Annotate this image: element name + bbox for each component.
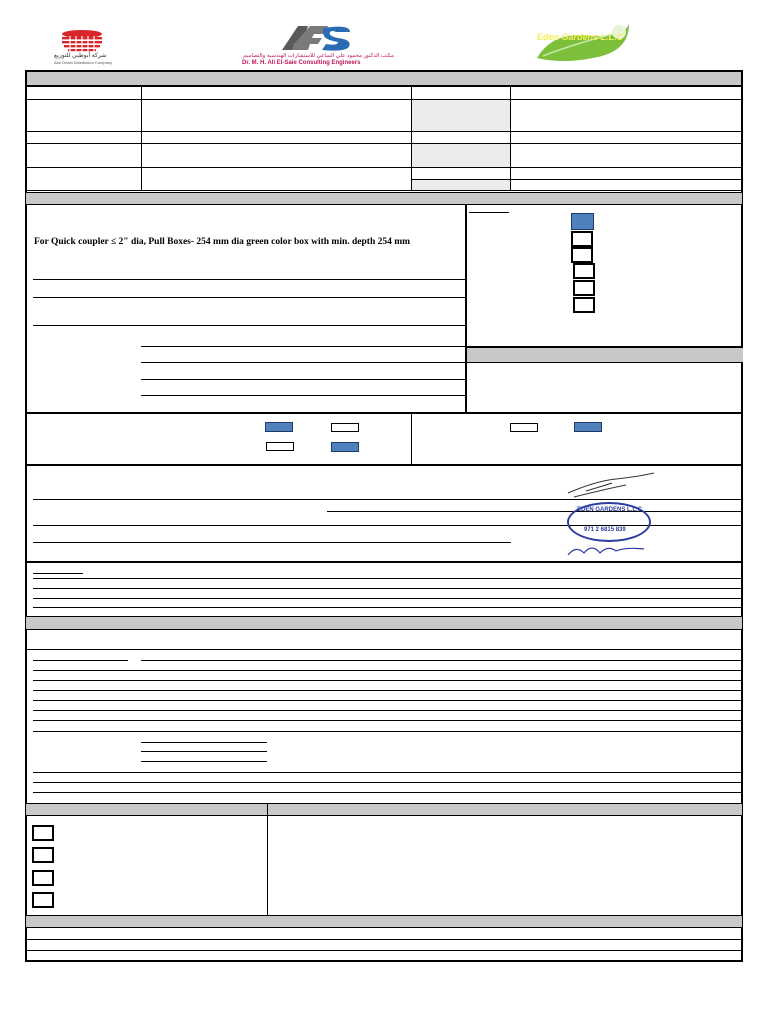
decision-checkbox[interactable]: [32, 847, 54, 863]
option-checkbox[interactable]: [571, 247, 593, 263]
stamp-company-name: EDEN GARDENS L.L.C: [577, 507, 643, 513]
info-label-cell: [412, 180, 510, 190]
signature-icon: [566, 541, 646, 559]
decision-checkbox[interactable]: [32, 892, 54, 908]
aes-logo: [236, 24, 401, 68]
adc-logo: [50, 26, 114, 66]
eden-gardens-name: Eden Gardens L.L.C: [537, 32, 624, 42]
signature-icon: [566, 471, 658, 499]
compliance-checkbox[interactable]: [265, 422, 293, 432]
decision-checkbox[interactable]: [32, 825, 54, 841]
option-checkbox[interactable]: [573, 280, 595, 296]
compliance-checkbox[interactable]: [574, 422, 602, 432]
section-header-bar: [25, 616, 743, 630]
compliance-checkbox[interactable]: [510, 423, 538, 432]
adc-english-name: Abu Dhabi Distribution Company: [54, 60, 113, 65]
compliance-checkbox[interactable]: [331, 423, 359, 432]
section-header-bar: [25, 915, 743, 928]
stamp-phone: 971 2 6815 839: [584, 527, 626, 533]
adc-emblem-icon: [50, 26, 114, 54]
spec-note: For Quick coupler ≤ 2" dia, Pull Boxes- 254 mm dia green color box with min. depth 254 mm: [34, 237, 411, 247]
compliance-checkbox[interactable]: [331, 442, 359, 452]
section-header-bar: [25, 192, 743, 205]
option-checkbox[interactable]: [571, 213, 594, 230]
info-label-cell: [412, 144, 510, 167]
section-header-bar: [467, 348, 743, 362]
section-header-bar: [25, 70, 743, 87]
option-checkbox[interactable]: [573, 297, 595, 313]
aes-arabic-name: مكتب الدكتور محمود علي الساعي للاستشارات الهندسية والتصاميم: [243, 53, 394, 59]
option-checkbox[interactable]: [573, 263, 595, 279]
compliance-checkbox[interactable]: [266, 442, 294, 451]
eden-gardens-logo: [533, 22, 633, 64]
option-checkbox[interactable]: [571, 231, 593, 247]
aes-emblem-icon: [276, 24, 356, 52]
decision-checkbox[interactable]: [32, 870, 54, 886]
leaf-icon: [533, 22, 633, 64]
aes-english-name: Dr. M. H. Ali El-Saie Consulting Engineers: [242, 60, 361, 66]
adc-arabic-name: شركة أبوظبي للتوزيع: [54, 53, 107, 59]
info-label-cell: [412, 100, 510, 131]
